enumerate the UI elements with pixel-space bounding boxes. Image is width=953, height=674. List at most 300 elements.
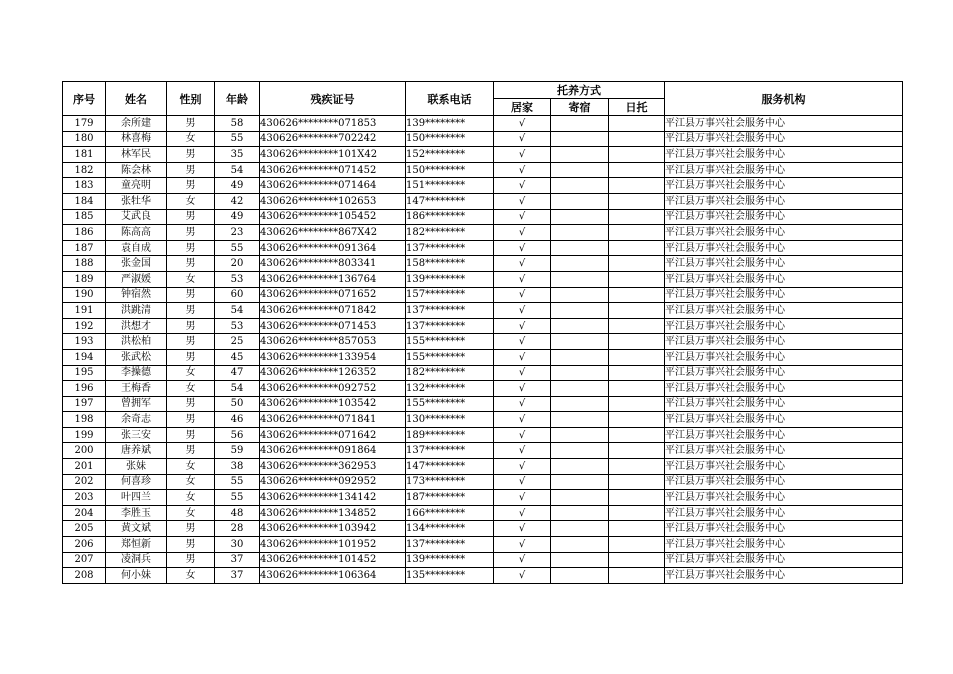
table-row: [63, 349, 903, 365]
cell-phone: 151********: [406, 178, 494, 194]
cell-age: 53: [215, 271, 260, 287]
cell-org: 平江县万事兴社会服务中心: [665, 116, 903, 132]
cell-care-home: √: [494, 256, 551, 272]
cell-care-home: √: [494, 521, 551, 537]
cell-gender: 男: [167, 240, 215, 256]
cell-seq: 195: [63, 365, 106, 381]
cell-name: 李胜玉: [106, 505, 167, 521]
cell-care-day: [609, 271, 665, 287]
cell-gender: 男: [167, 209, 215, 225]
cell-age: 28: [215, 521, 260, 537]
col-header-care-day: 日托: [609, 99, 665, 116]
cell-seq: 188: [63, 256, 106, 272]
cell-seq: 192: [63, 318, 106, 334]
cell-gender: 男: [167, 287, 215, 303]
table-row: [63, 396, 903, 412]
cell-care-day: [609, 349, 665, 365]
cell-care-home: √: [494, 412, 551, 428]
cell-gender: 女: [167, 505, 215, 521]
col-header-care-board: 寄宿: [551, 99, 609, 116]
cell-org: 平江县万事兴社会服务中心: [665, 490, 903, 506]
cell-cert: 430626********091864: [260, 443, 406, 459]
cell-care-day: [609, 209, 665, 225]
cell-name: 洪想才: [106, 318, 167, 334]
cell-age: 54: [215, 381, 260, 397]
cell-care-day: [609, 381, 665, 397]
table-row: [63, 505, 903, 521]
cell-org: 平江县万事兴社会服务中心: [665, 147, 903, 163]
cell-gender: 男: [167, 116, 215, 132]
cell-gender: 男: [167, 552, 215, 568]
cell-phone: 155********: [406, 334, 494, 350]
cell-cert: 430626********126352: [260, 365, 406, 381]
cell-care-day: [609, 459, 665, 475]
cell-care-board: [551, 116, 609, 132]
cell-care-board: [551, 490, 609, 506]
cell-care-board: [551, 568, 609, 584]
cell-care-home: √: [494, 303, 551, 319]
cell-org: 平江县万事兴社会服务中心: [665, 505, 903, 521]
cell-age: 37: [215, 568, 260, 584]
cell-cert: 430626********071652: [260, 287, 406, 303]
cell-phone: 187********: [406, 490, 494, 506]
cell-name: 凌洞兵: [106, 552, 167, 568]
cell-name: 洪跳清: [106, 303, 167, 319]
cell-seq: 197: [63, 396, 106, 412]
cell-care-board: [551, 412, 609, 428]
cell-age: 55: [215, 131, 260, 147]
cell-seq: 187: [63, 240, 106, 256]
cell-gender: 女: [167, 271, 215, 287]
cell-cert: 430626********092752: [260, 381, 406, 397]
cell-phone: 137********: [406, 303, 494, 319]
cell-name: 何喜珍: [106, 474, 167, 490]
cell-care-board: [551, 147, 609, 163]
cell-org: 平江县万事兴社会服务中心: [665, 381, 903, 397]
cell-age: 55: [215, 240, 260, 256]
cell-gender: 男: [167, 334, 215, 350]
cell-care-board: [551, 271, 609, 287]
cell-gender: 男: [167, 256, 215, 272]
cell-care-board: [551, 537, 609, 553]
cell-care-board: [551, 162, 609, 178]
cell-cert: 430626********071642: [260, 427, 406, 443]
cell-gender: 男: [167, 521, 215, 537]
cell-care-home: √: [494, 287, 551, 303]
cell-phone: 135********: [406, 568, 494, 584]
table-row: [63, 147, 903, 163]
table-row: [63, 287, 903, 303]
cell-care-home: √: [494, 552, 551, 568]
cell-org: 平江县万事兴社会服务中心: [665, 412, 903, 428]
cell-gender: 男: [167, 178, 215, 194]
cell-org: 平江县万事兴社会服务中心: [665, 334, 903, 350]
cell-age: 37: [215, 552, 260, 568]
table-row: [63, 427, 903, 443]
table-row: [63, 240, 903, 256]
cell-care-day: [609, 552, 665, 568]
cell-care-board: [551, 427, 609, 443]
cell-cert: 430626********702242: [260, 131, 406, 147]
cell-seq: 208: [63, 568, 106, 584]
cell-care-board: [551, 334, 609, 350]
cell-care-day: [609, 131, 665, 147]
cell-care-day: [609, 303, 665, 319]
cell-age: 54: [215, 162, 260, 178]
cell-care-board: [551, 521, 609, 537]
cell-cert: 430626********134142: [260, 490, 406, 506]
cell-org: 平江县万事兴社会服务中心: [665, 131, 903, 147]
cell-care-home: √: [494, 381, 551, 397]
cell-seq: 190: [63, 287, 106, 303]
cell-phone: 155********: [406, 349, 494, 365]
cell-age: 25: [215, 334, 260, 350]
cell-age: 35: [215, 147, 260, 163]
cell-care-home: √: [494, 271, 551, 287]
cell-org: 平江县万事兴社会服务中心: [665, 193, 903, 209]
cell-care-day: [609, 178, 665, 194]
cell-care-day: [609, 147, 665, 163]
cell-org: 平江县万事兴社会服务中心: [665, 365, 903, 381]
cell-age: 50: [215, 396, 260, 412]
cell-care-home: √: [494, 474, 551, 490]
col-header-care-mode: 托养方式: [494, 82, 665, 99]
cell-cert: 430626********091364: [260, 240, 406, 256]
cell-care-day: [609, 225, 665, 241]
cell-seq: 204: [63, 505, 106, 521]
cell-name: 陈会林: [106, 162, 167, 178]
cell-care-home: √: [494, 349, 551, 365]
cell-care-board: [551, 443, 609, 459]
cell-phone: 166********: [406, 505, 494, 521]
cell-care-home: √: [494, 225, 551, 241]
cell-care-board: [551, 287, 609, 303]
cell-care-day: [609, 537, 665, 553]
cell-care-home: √: [494, 365, 551, 381]
cell-org: 平江县万事兴社会服务中心: [665, 256, 903, 272]
cell-org: 平江县万事兴社会服务中心: [665, 209, 903, 225]
cell-seq: 186: [63, 225, 106, 241]
cell-care-home: √: [494, 162, 551, 178]
cell-care-board: [551, 318, 609, 334]
cell-name: 王梅香: [106, 381, 167, 397]
cell-gender: 女: [167, 459, 215, 475]
cell-org: 平江县万事兴社会服务中心: [665, 474, 903, 490]
col-header-care-home: 居家: [494, 99, 551, 116]
col-header-phone: 联系电话: [406, 82, 494, 116]
cell-age: 59: [215, 443, 260, 459]
cell-phone: 137********: [406, 240, 494, 256]
cell-name: 艾武良: [106, 209, 167, 225]
cell-phone: 152********: [406, 147, 494, 163]
cell-phone: 139********: [406, 552, 494, 568]
cell-name: 余所建: [106, 116, 167, 132]
col-header-name: 姓名: [106, 82, 167, 116]
cell-cert: 430626********857053: [260, 334, 406, 350]
cell-care-home: √: [494, 178, 551, 194]
cell-phone: 139********: [406, 271, 494, 287]
cell-name: 郑恒新: [106, 537, 167, 553]
cell-age: 47: [215, 365, 260, 381]
cell-care-board: [551, 505, 609, 521]
cell-care-day: [609, 568, 665, 584]
cell-seq: 199: [63, 427, 106, 443]
cell-age: 54: [215, 303, 260, 319]
cell-phone: 157********: [406, 287, 494, 303]
cell-age: 49: [215, 178, 260, 194]
cell-name: 黄文斌: [106, 521, 167, 537]
table-row: [63, 443, 903, 459]
cell-care-day: [609, 365, 665, 381]
cell-cert: 430626********105452: [260, 209, 406, 225]
cell-care-home: √: [494, 318, 551, 334]
cell-care-home: √: [494, 193, 551, 209]
cell-org: 平江县万事兴社会服务中心: [665, 225, 903, 241]
cell-age: 42: [215, 193, 260, 209]
cell-org: 平江县万事兴社会服务中心: [665, 521, 903, 537]
cell-care-board: [551, 474, 609, 490]
cell-phone: 158********: [406, 256, 494, 272]
cell-age: 23: [215, 225, 260, 241]
cell-seq: 207: [63, 552, 106, 568]
cell-care-day: [609, 116, 665, 132]
cell-org: 平江县万事兴社会服务中心: [665, 396, 903, 412]
cell-cert: 430626********071453: [260, 318, 406, 334]
cell-name: 叶四兰: [106, 490, 167, 506]
cell-care-day: [609, 521, 665, 537]
cell-org: 平江县万事兴社会服务中心: [665, 443, 903, 459]
table-row: [63, 131, 903, 147]
cell-org: 平江县万事兴社会服务中心: [665, 271, 903, 287]
table-row: [63, 334, 903, 350]
cell-care-board: [551, 240, 609, 256]
cell-phone: 147********: [406, 459, 494, 475]
cell-phone: 137********: [406, 318, 494, 334]
cell-gender: 男: [167, 349, 215, 365]
cell-seq: 182: [63, 162, 106, 178]
table-row: [63, 209, 903, 225]
cell-seq: 184: [63, 193, 106, 209]
cell-seq: 179: [63, 116, 106, 132]
cell-care-board: [551, 365, 609, 381]
cell-seq: 196: [63, 381, 106, 397]
cell-name: 张牡华: [106, 193, 167, 209]
cell-name: 唐养斌: [106, 443, 167, 459]
cell-gender: 女: [167, 193, 215, 209]
cell-care-day: [609, 412, 665, 428]
table-row: [63, 225, 903, 241]
col-header-gender: 性别: [167, 82, 215, 116]
table-row: [63, 568, 903, 584]
cell-name: 李操德: [106, 365, 167, 381]
cell-seq: 181: [63, 147, 106, 163]
cell-gender: 男: [167, 396, 215, 412]
cell-care-home: √: [494, 396, 551, 412]
cell-care-day: [609, 162, 665, 178]
cell-seq: 202: [63, 474, 106, 490]
table-row: [63, 303, 903, 319]
table-row: [63, 412, 903, 428]
cell-care-day: [609, 287, 665, 303]
cell-age: 20: [215, 256, 260, 272]
table-row: [63, 474, 903, 490]
care-roster-table: [62, 81, 903, 584]
cell-org: 平江县万事兴社会服务中心: [665, 318, 903, 334]
cell-care-day: [609, 396, 665, 412]
cell-phone: 173********: [406, 474, 494, 490]
table-row: [63, 178, 903, 194]
cell-name: 张武松: [106, 349, 167, 365]
cell-org: 平江县万事兴社会服务中心: [665, 537, 903, 553]
cell-age: 53: [215, 318, 260, 334]
cell-name: 陈高高: [106, 225, 167, 241]
table-row: [63, 193, 903, 209]
table-row: [63, 459, 903, 475]
cell-care-home: √: [494, 443, 551, 459]
cell-cert: 430626********867X42: [260, 225, 406, 241]
cell-name: 洪松柏: [106, 334, 167, 350]
cell-phone: 130********: [406, 412, 494, 428]
cell-name: 何小妹: [106, 568, 167, 584]
cell-org: 平江县万事兴社会服务中心: [665, 240, 903, 256]
cell-cert: 430626********101X42: [260, 147, 406, 163]
cell-care-day: [609, 474, 665, 490]
cell-gender: 男: [167, 225, 215, 241]
col-header-cert: 残疾证号: [260, 82, 406, 116]
cell-gender: 女: [167, 131, 215, 147]
cell-cert: 430626********362953: [260, 459, 406, 475]
cell-age: 58: [215, 116, 260, 132]
cell-phone: 139********: [406, 116, 494, 132]
table-row: [63, 162, 903, 178]
cell-name: 张金国: [106, 256, 167, 272]
cell-seq: 201: [63, 459, 106, 475]
cell-name: 余奇志: [106, 412, 167, 428]
cell-gender: 女: [167, 474, 215, 490]
cell-age: 60: [215, 287, 260, 303]
cell-gender: 女: [167, 365, 215, 381]
col-header-seq: 序号: [63, 82, 106, 116]
cell-gender: 男: [167, 412, 215, 428]
cell-age: 56: [215, 427, 260, 443]
cell-cert: 430626********103542: [260, 396, 406, 412]
cell-care-day: [609, 318, 665, 334]
cell-care-board: [551, 225, 609, 241]
cell-cert: 430626********133954: [260, 349, 406, 365]
cell-seq: 205: [63, 521, 106, 537]
cell-gender: 女: [167, 490, 215, 506]
cell-phone: 134********: [406, 521, 494, 537]
cell-care-home: √: [494, 240, 551, 256]
cell-care-home: √: [494, 505, 551, 521]
cell-name: 林喜梅: [106, 131, 167, 147]
cell-seq: 180: [63, 131, 106, 147]
cell-care-board: [551, 381, 609, 397]
cell-age: 38: [215, 459, 260, 475]
cell-phone: 189********: [406, 427, 494, 443]
table-row: [63, 490, 903, 506]
cell-care-home: √: [494, 116, 551, 132]
cell-phone: 150********: [406, 131, 494, 147]
table-header: [63, 82, 903, 116]
cell-phone: 137********: [406, 537, 494, 553]
table-row: [63, 537, 903, 553]
cell-org: 平江县万事兴社会服务中心: [665, 427, 903, 443]
cell-care-day: [609, 505, 665, 521]
cell-name: 钟宿然: [106, 287, 167, 303]
cell-org: 平江县万事兴社会服务中心: [665, 303, 903, 319]
table-body: [63, 116, 903, 584]
cell-seq: 193: [63, 334, 106, 350]
cell-org: 平江县万事兴社会服务中心: [665, 552, 903, 568]
cell-gender: 女: [167, 381, 215, 397]
cell-org: 平江县万事兴社会服务中心: [665, 287, 903, 303]
cell-org: 平江县万事兴社会服务中心: [665, 162, 903, 178]
cell-cert: 430626********071842: [260, 303, 406, 319]
cell-care-home: √: [494, 459, 551, 475]
table-row: [63, 116, 903, 132]
cell-care-day: [609, 490, 665, 506]
table-row: [63, 521, 903, 537]
cell-care-home: √: [494, 334, 551, 350]
cell-gender: 男: [167, 443, 215, 459]
table-row: [63, 271, 903, 287]
cell-care-home: √: [494, 147, 551, 163]
cell-cert: 430626********803341: [260, 256, 406, 272]
cell-phone: 147********: [406, 193, 494, 209]
cell-age: 55: [215, 474, 260, 490]
cell-care-board: [551, 349, 609, 365]
col-header-org: 服务机构: [665, 82, 903, 116]
cell-cert: 430626********101452: [260, 552, 406, 568]
cell-age: 46: [215, 412, 260, 428]
cell-cert: 430626********092952: [260, 474, 406, 490]
cell-seq: 191: [63, 303, 106, 319]
cell-org: 平江县万事兴社会服务中心: [665, 349, 903, 365]
cell-seq: 185: [63, 209, 106, 225]
cell-seq: 183: [63, 178, 106, 194]
cell-care-home: √: [494, 131, 551, 147]
cell-care-board: [551, 459, 609, 475]
cell-name: 张妹: [106, 459, 167, 475]
cell-care-board: [551, 256, 609, 272]
cell-care-day: [609, 193, 665, 209]
cell-name: 严淑媛: [106, 271, 167, 287]
cell-seq: 200: [63, 443, 106, 459]
cell-cert: 430626********071452: [260, 162, 406, 178]
cell-care-home: √: [494, 537, 551, 553]
cell-name: 童亮明: [106, 178, 167, 194]
cell-org: 平江县万事兴社会服务中心: [665, 178, 903, 194]
cell-care-home: √: [494, 568, 551, 584]
cell-cert: 430626********106364: [260, 568, 406, 584]
cell-name: 曾拥军: [106, 396, 167, 412]
cell-care-board: [551, 552, 609, 568]
cell-care-day: [609, 443, 665, 459]
cell-care-board: [551, 193, 609, 209]
cell-name: 袁自成: [106, 240, 167, 256]
cell-phone: 132********: [406, 381, 494, 397]
cell-seq: 198: [63, 412, 106, 428]
cell-care-day: [609, 427, 665, 443]
cell-gender: 男: [167, 427, 215, 443]
cell-age: 30: [215, 537, 260, 553]
cell-gender: 女: [167, 568, 215, 584]
cell-org: 平江县万事兴社会服务中心: [665, 459, 903, 475]
cell-gender: 男: [167, 162, 215, 178]
cell-cert: 430626********071841: [260, 412, 406, 428]
cell-care-board: [551, 178, 609, 194]
